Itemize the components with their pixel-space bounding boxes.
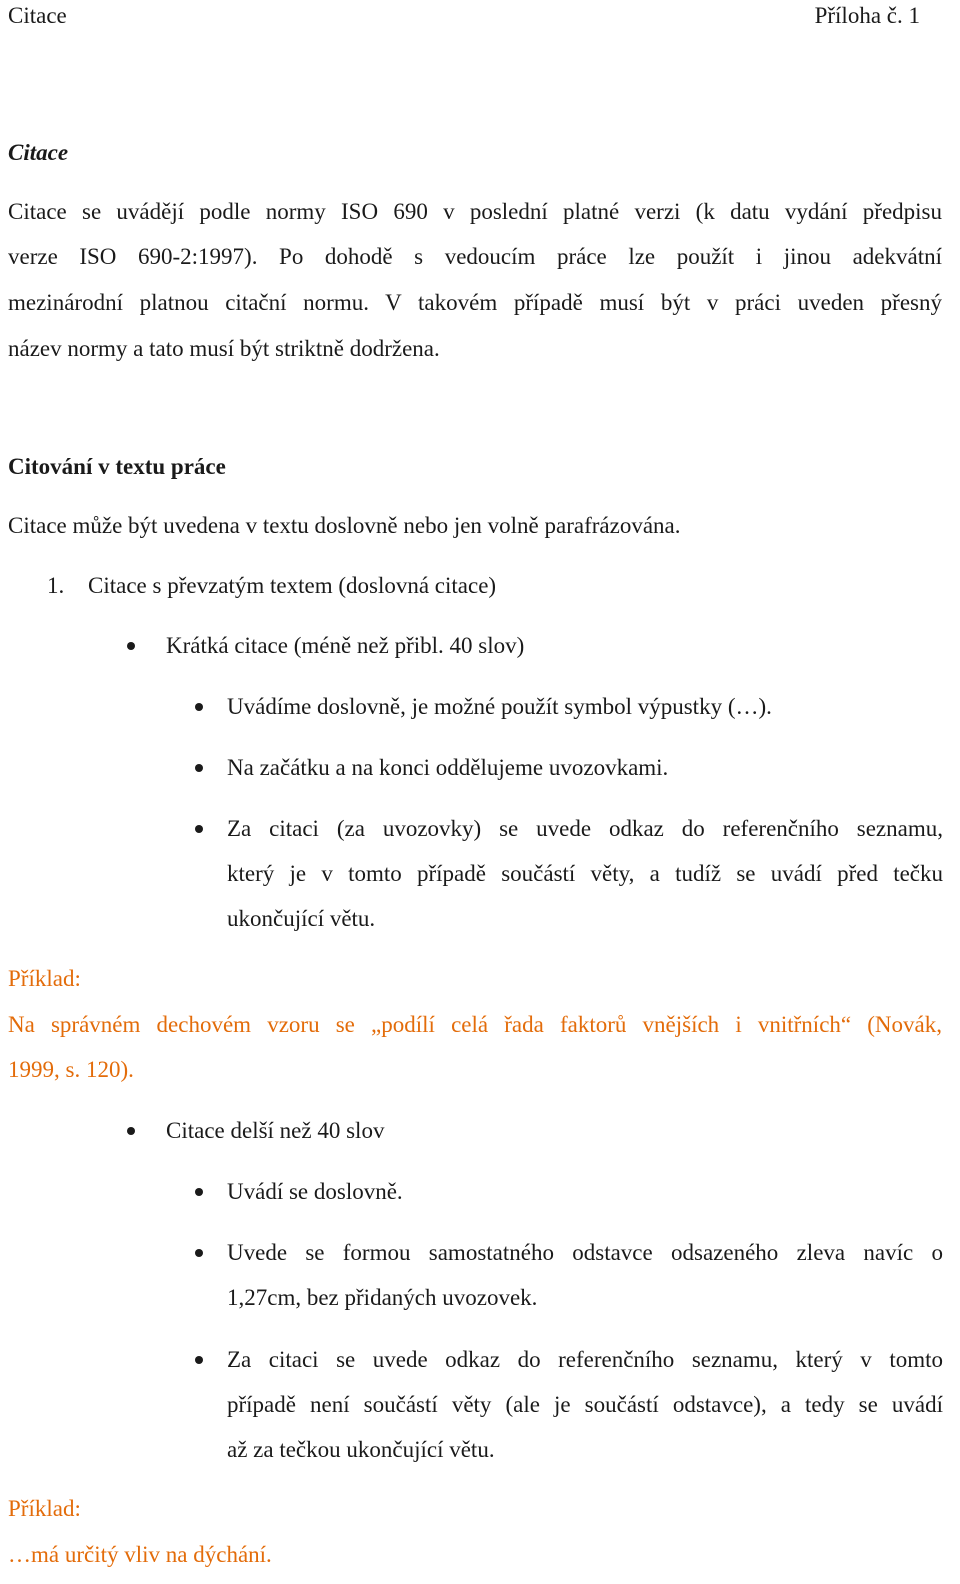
bullet-icon	[195, 764, 203, 772]
numbered-item: Citace s převzatým textem (doslovná citace)	[88, 573, 497, 598]
example-label: Příklad:	[8, 1496, 81, 1521]
bullet-icon	[195, 1188, 203, 1196]
list-item: 1,27cm, bez přidaných uvozovek.	[227, 1285, 538, 1310]
bullet-icon	[195, 825, 203, 833]
header-left: Citace	[8, 3, 67, 28]
paragraph-line: verze ISO 690-2:1997). Po dohodě s vedoucím práce lze použít i jinou adekvátní	[8, 244, 942, 269]
example-text: 1999, s. 120).	[8, 1057, 134, 1082]
paragraph-line: Citace se uvádějí podle normy ISO 690 v poslední platné verzi (k datu vydání předpisu	[8, 199, 942, 224]
bullet-icon	[127, 642, 135, 650]
list-item: Za citaci (za uvozovky) se uvede odkaz do referenčního seznamu,	[227, 816, 943, 841]
short-citation-label: Krátká citace (méně než přibl. 40 slov)	[166, 633, 525, 658]
list-item: Na začátku a na konci oddělujeme uvozovkami.	[227, 755, 669, 780]
bullet-icon	[195, 1249, 203, 1257]
numbered-marker: 1.	[47, 573, 65, 598]
list-item: Uvádíme doslovně, je možné použít symbol výpustky (…).	[227, 694, 772, 719]
long-citation-label: Citace delší než 40 slov	[166, 1118, 385, 1143]
example-text: Na správném dechovém vzoru se „podílí celá řada faktorů vnějších i vnitřních“ (Novák,	[8, 1012, 942, 1037]
example-text: …má určitý vliv na dýchání.	[8, 1542, 272, 1567]
list-item: případě není součástí věty (ale je součástí odstavce), a tedy se uvádí	[227, 1392, 943, 1417]
example-label: Příklad:	[8, 966, 81, 991]
bullet-icon	[195, 703, 203, 711]
intro-text: Citace může být uvedena v textu doslovně nebo jen volně parafrázována.	[8, 513, 681, 538]
paragraph-line: mezinárodní platnou citační normu. V takovém případě musí být v práci uveden přesný	[8, 290, 942, 315]
list-item: který je v tomto případě součástí věty, a tudíž se uvádí před tečku	[227, 861, 943, 886]
list-item: ukončující větu.	[227, 906, 376, 931]
section-title-citovani: Citování v textu práce	[8, 454, 226, 479]
bullet-icon	[195, 1356, 203, 1364]
paragraph-line: název normy a tato musí být striktně dodržena.	[8, 336, 440, 361]
list-item: Za citaci se uvede odkaz do referenčního seznamu, který v tomto	[227, 1347, 943, 1372]
section-title-citace: Citace	[8, 140, 69, 165]
list-item: Uvede se formou samostatného odstavce odsazeného zleva navíc o	[227, 1240, 943, 1265]
bullet-icon	[127, 1127, 135, 1135]
list-item: až za tečkou ukončující větu.	[227, 1437, 495, 1462]
list-item: Uvádí se doslovně.	[227, 1179, 403, 1204]
header-right: Příloha č. 1	[814, 3, 920, 28]
